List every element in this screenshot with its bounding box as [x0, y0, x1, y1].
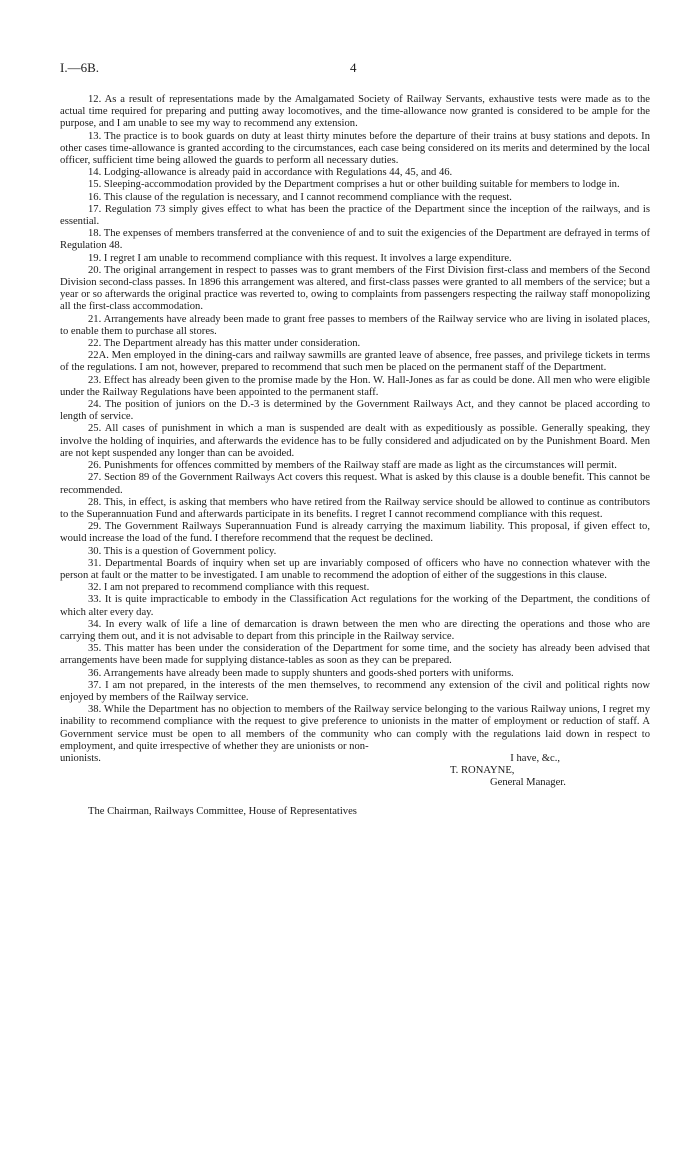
paragraph: 17. Regulation 73 simply gives effect to what has been the practice of the Department since the inception of the railways, and is essential.	[60, 203, 650, 228]
paragraph: 18. The expenses of members transferred at the convenience of and to suit the exigencies of the Department are defrayed in terms of Regulation 48.	[60, 228, 650, 252]
paragraph: 16. This clause of the regulation is necessary, and I cannot recommend compliance with the request.	[88, 191, 512, 203]
paragraph: 32. I am not prepared to recommend compliance with this request.	[88, 582, 370, 594]
paragraph: 30. This is a question of Government policy.	[88, 545, 277, 557]
page-header	[60, 60, 650, 82]
paragraph: 27. Section 89 of the Government Railways Act covers this request. What is asked by this clause is a double benefit. This cannot be recommended.	[60, 472, 650, 496]
paragraph: 26. Punishments for offences committed by members of the Railway staff are made as light as the circumstances will permit.	[88, 460, 617, 472]
paragraph: 33. It is quite impracticable to embody in the Classification Act regulations for the working of the Department, the conditions of which alter every day.	[60, 594, 650, 618]
paragraph: 13. The practice is to book guards on duty at least thirty minutes before the departure of their trains at busy stations and depots. In other cases time-allowance is granted according to the circumstances, each case being considered on its merits and determined by the local officer, sufficient time being allowed the guards to perform all necessary duties.	[60, 130, 650, 167]
closing-block	[60, 753, 650, 818]
paragraph: 23. Effect has already been given to the promise made by the Hon. W. Hall-Jones as far as could be done. All men who were eligible under the Railway Regulations have been appointed to the permanent staff.	[60, 374, 650, 398]
signatory-name: T. RONAYNE,	[450, 765, 515, 777]
paragraph: 36. Arrangements have already been made to supply shunters and goods-shed porters with uniforms.	[88, 667, 514, 679]
paragraph: 21. Arrangements have already been made to grant free passes to members of the Railway service who are living in isolated places, to enable them to purchase all stores.	[60, 313, 650, 337]
paragraph: 24. The position of juniors on the D.-3 is determined by the Government Railways Act, and they cannot be placed according to length of service.	[60, 399, 650, 423]
paragraph: 28. This, in effect, is asking that members who have retired from the Railway service should be allowed to continue as contributors to the Superannuation Fund and afterwards participate in its benefits. I regret I cannot recommend compliance with this request.	[60, 496, 650, 520]
paragraph: 12. As a result of representations made by the Amalgamated Society of Railway Servants, exhaustive tests were made as to the actual time required for preparing and putting away locomotives, and the time-allowance now granted is considered to be ample for the purpose, and I am unable to see my way to recommend any extension.	[60, 94, 650, 130]
paragraph: 34. In every walk of life a line of demarcation is drawn between the men who are directing the operations and those who are carrying them out, and it is not advisable to depart from this principle in the Railway service.	[60, 618, 650, 642]
closing-row	[60, 753, 650, 765]
page-number: 4	[350, 60, 357, 75]
paragraph: 20. The original arrangement in respect to passes was to grant members of the First Division first-class and members of the Second Division second-class passes. In 1896 this arrangement was altered, and first-class passes were granted to all members of the service; but a year or so afterwards the original practice was reverted to, owing to complaints from passengers respecting the railway staff monopolizing all the first-class accommodation.	[60, 264, 650, 313]
paragraph: 19. I regret I am unable to recommend compliance with this request. It involves a large expenditure.	[88, 252, 512, 264]
final-paragraph: 38. While the Department has no objection to members of the Railway service belonging to the various Railway unions, I regret my inability to recommend compliance with the request to give preference to unionists in the matter of employment or reduction of staff. A Government service must be open to all members of the community who can comply with the regulations laid down in respect to employment, and quite irrespective of whether they are unionists or non-	[60, 704, 650, 752]
last-word: unionists.	[60, 752, 101, 764]
paragraph: 35. This matter has been under the consideration of the Department for some time, and the society has already been advised that arrangements have been made for supplying distance-tables as soon as they can be prepared.	[60, 643, 650, 667]
paragraph: 14. Lodging-allowance is already paid in accordance with Regulations 44, 45, and 46.	[88, 167, 453, 179]
sign-off: I have, &c.,	[510, 752, 560, 764]
document-reference: I.—6B.	[60, 60, 99, 75]
paragraph: 31. Departmental Boards of inquiry when set up are invariably composed of officers who have no connection whatever with the person at fault or the matter to be investigated. I am unable to recommend the adoption of either of the suggestions in this clause.	[60, 557, 650, 581]
paragraph: 22A. Men employed in the dining-cars and railway sawmills are granted leave of absence, free passes, and privilege tickets in terms of the regulations. I am not, however, prepared to recommend that such men be placed on the permanent staff of the Department.	[60, 350, 650, 374]
document-body	[60, 94, 650, 753]
paragraph: 25. All cases of punishment in which a man is suspended are dealt with as expeditiously as possible. Generally speaking, they involve the holding of inquiries, and afterwards the evidence has to be fully considered and adjudicated on by the Punishment Board. Men are not kept suspended any longer than can be avoided.	[60, 423, 650, 459]
paragraph: 22. The Department already has this matter under consideration.	[88, 338, 361, 350]
signatory-title: General Manager.	[490, 777, 566, 789]
paragraph: 29. The Government Railways Superannuation Fund is already carrying the maximum liability. This proposal, if given effect to, would increase the load of the fund. I therefore recommend that the request be declined.	[60, 521, 650, 545]
paragraph: 37. I am not prepared, in the interests of the men themselves, to recommend any extension of the civil and political rights now enjoyed by members of the Railway service.	[60, 679, 650, 703]
paragraph: 15. Sleeping-accommodation provided by the Department comprises a hut or other building suitable for members to lodge in.	[88, 179, 620, 191]
addressee: The Chairman, Railways Committee, House of Representatives	[88, 805, 357, 817]
